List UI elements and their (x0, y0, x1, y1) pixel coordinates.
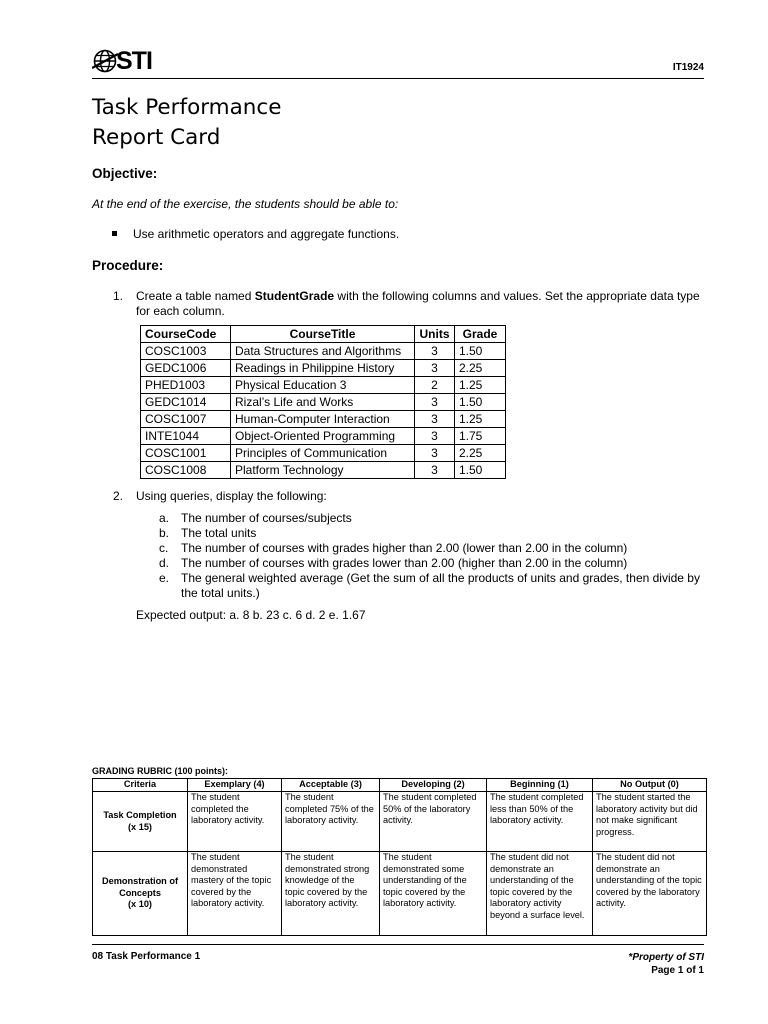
rubric-label: GRADING RUBRIC (100 points): (92, 766, 229, 776)
table-cell: Data Structures and Algorithms (231, 343, 415, 360)
step-text: Create a table named StudentGrade with the following columns and values. Set the appropriate data type for each column. (136, 289, 700, 318)
sti-logo (92, 48, 152, 74)
square-bullet-icon (112, 231, 117, 236)
list-item-letter: b. (159, 526, 170, 540)
table-cell: 1.75 (455, 428, 506, 445)
table-cell: 3 (415, 360, 455, 377)
table-cell: 3 (415, 394, 455, 411)
criteria-line: (x 10) (127, 899, 152, 910)
table-cell: 1.50 (455, 343, 506, 360)
rubric-cell: The student did not demonstrate an understanding of the topic covered by the laboratory activity. (593, 852, 707, 936)
list-item-text: The number of courses with grades higher than 2.00 (lower than 2.00 in the column) (181, 541, 628, 555)
rubric-cell: The student did not demonstrate an understanding of the topic covered by the laboratory activity beyond a surface level. (487, 852, 593, 936)
table-cell: Human-Computer Interaction (231, 411, 415, 428)
rubric-column-header: Developing (2) (380, 779, 487, 792)
table-cell: 3 (415, 428, 455, 445)
list-item (159, 526, 705, 541)
table-cell: Platform Technology (231, 462, 415, 479)
title-line-2: Report Card (92, 125, 221, 150)
rubric-column-header: Exemplary (4) (188, 779, 282, 792)
table-row (141, 343, 506, 360)
rubric-cell: The student completed 75% of the laboratory activity. (282, 792, 380, 852)
table-row (141, 462, 506, 479)
table-row (141, 411, 506, 428)
document-code: IT1924 (672, 62, 704, 73)
table-cell: 1.50 (455, 462, 506, 479)
table-cell: 1.25 (455, 377, 506, 394)
query-list (159, 511, 705, 601)
table-row (141, 428, 506, 445)
procedure-heading: Procedure: (92, 258, 164, 273)
table-cell: 1.50 (455, 394, 506, 411)
expected-output: Expected output: a. 8 b. 23 c. 6 d. 2 e. 1.67 (136, 608, 366, 622)
table-cell: 2 (415, 377, 455, 394)
table-cell: 1.25 (455, 411, 506, 428)
table-cell: Principles of Communication (231, 445, 415, 462)
header-divider (92, 78, 704, 79)
list-item-letter: d. (159, 556, 170, 570)
step-text: Using queries, display the following: (136, 489, 327, 503)
list-item-text: The number of courses with grades lower than 2.00 (higher than 2.00 in the column) (181, 556, 628, 570)
footer-divider (92, 944, 704, 945)
rubric-cell: The student demonstrated mastery of the topic covered by the laboratory activity. (188, 852, 282, 936)
table-cell: 3 (415, 343, 455, 360)
grading-rubric-table (92, 778, 707, 936)
rubric-cell: The student completed the laboratory activity. (188, 792, 282, 852)
table-row (141, 360, 506, 377)
list-item (159, 511, 705, 526)
globe-icon (92, 48, 118, 74)
column-header: CourseTitle (231, 326, 415, 343)
objective-intro: At the end of the exercise, the students should be able to: (92, 197, 399, 211)
page-title (92, 93, 281, 153)
table-cell: COSC1001 (141, 445, 231, 462)
table-name: StudentGrade (254, 289, 335, 303)
rubric-cell: The student started the laboratory activity but did not make significant progress. (593, 792, 707, 852)
rubric-cell: The student demonstrated strong knowledge of the topic covered by the laboratory activity. (282, 852, 380, 936)
list-item-text: The general weighted average (Get the sum of all the products of units and grades, then divide by the total units.) (181, 571, 700, 600)
table-cell: 3 (415, 445, 455, 462)
list-item (159, 541, 705, 556)
rubric-cell: The student completed less than 50% of the laboratory activity. (487, 792, 593, 852)
list-item-text: The number of courses/subjects (181, 511, 352, 525)
column-header: Units (415, 326, 455, 343)
logo-text: STI (116, 47, 152, 75)
table-row (141, 445, 506, 462)
rubric-column-header: Acceptable (3) (282, 779, 380, 792)
table-cell: INTE1044 (141, 428, 231, 445)
table-cell: Rizal’s Life and Works (231, 394, 415, 411)
table-cell: 2.25 (455, 360, 506, 377)
property-notice: *Property of STI (628, 952, 704, 963)
student-grade-table (140, 325, 506, 479)
list-item-text: The total units (181, 526, 257, 540)
footer-right (628, 951, 704, 977)
rubric-row (93, 852, 707, 936)
rubric-criteria (93, 792, 188, 852)
title-line-1: Task Performance (92, 95, 282, 120)
table-cell: COSC1003 (141, 343, 231, 360)
rubric-criteria (93, 852, 188, 936)
rubric-column-header: Criteria (93, 779, 188, 792)
table-cell: Physical Education 3 (231, 377, 415, 394)
list-item (159, 571, 705, 601)
page-header (92, 46, 704, 78)
table-cell: GEDC1014 (141, 394, 231, 411)
rubric-column-header: No Output (0) (593, 779, 707, 792)
column-header: Grade (455, 326, 506, 343)
table-cell: 3 (415, 462, 455, 479)
criteria-line: Task Completion (103, 809, 177, 820)
rubric-header-row (93, 779, 707, 792)
table-cell: Readings in Philippine History (231, 360, 415, 377)
table-cell: 2.25 (455, 445, 506, 462)
list-item-letter: c. (159, 541, 169, 555)
rubric-row (93, 792, 707, 852)
footer-document-name: 08 Task Performance 1 (92, 951, 201, 962)
criteria-line: (x 15) (127, 821, 152, 832)
table-row (141, 377, 506, 394)
table-cell: GEDC1006 (141, 360, 231, 377)
list-item-letter: a. (159, 511, 170, 525)
rubric-column-header: Beginning (1) (487, 779, 593, 792)
table-row (141, 394, 506, 411)
step-number: 1. (113, 289, 124, 303)
objective-heading: Objective: (92, 166, 158, 181)
list-item-letter: e. (159, 571, 170, 585)
table-cell: COSC1007 (141, 411, 231, 428)
table-cell: PHED1003 (141, 377, 231, 394)
table-cell: Object-Oriented Programming (231, 428, 415, 445)
table-cell: 3 (415, 411, 455, 428)
column-header: CourseCode (141, 326, 231, 343)
step-number: 2. (113, 489, 124, 503)
rubric-cell: The student completed 50% of the laboratory activity. (380, 792, 487, 852)
page-number: Page 1 of 1 (651, 965, 704, 976)
objective-bullet (112, 227, 399, 241)
objective-bullet-text: Use arithmetic operators and aggregate functions. (133, 227, 400, 241)
table-header-row (141, 326, 506, 343)
table-cell: COSC1008 (141, 462, 231, 479)
list-item (159, 556, 705, 571)
criteria-line: Demonstration of Concepts (101, 876, 179, 898)
rubric-cell: The student demonstrated some understanding of the topic covered by the laboratory activity. (380, 852, 487, 936)
